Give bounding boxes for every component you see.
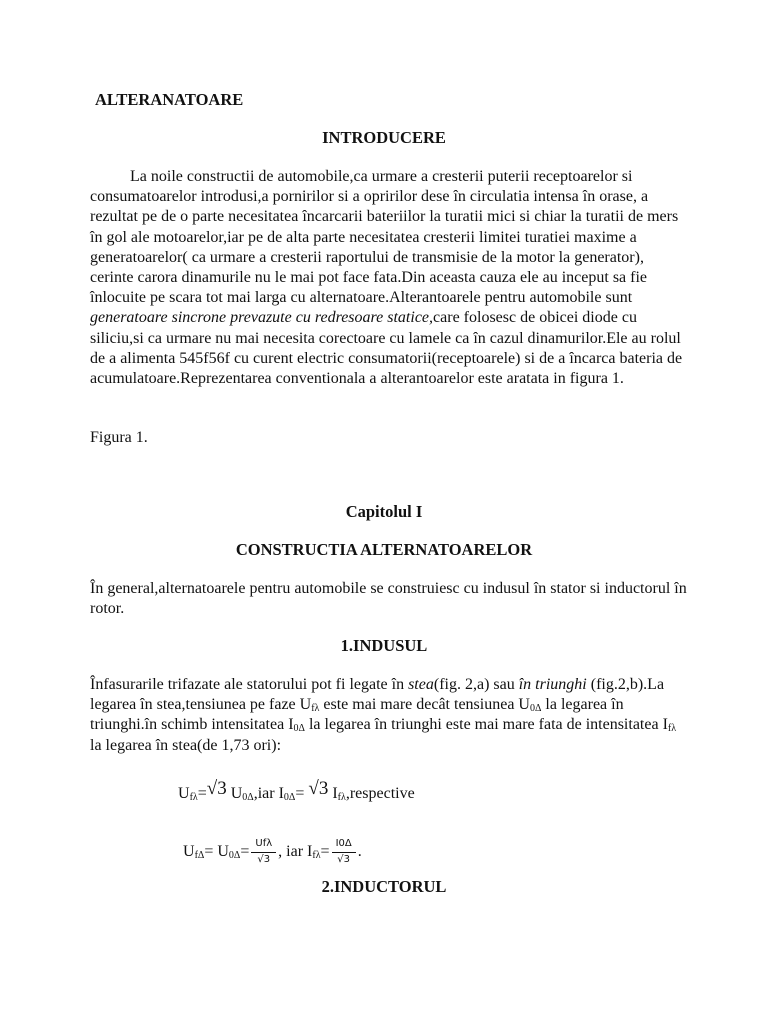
subscript-f-star: fλ xyxy=(311,703,320,715)
indusul-text: (fig.2,b).La legarea în stea,tensiunea pe faze U xyxy=(90,676,665,714)
fraction-i xyxy=(332,838,356,865)
symbol-i: I xyxy=(332,785,338,802)
equals-sign: = xyxy=(295,785,305,802)
general-paragraph: În general,alternatoarele pentru automobile se construiesc cu indusul în stator si inductorul în rotor. xyxy=(90,580,687,618)
chapter-label: Capitolul I xyxy=(345,502,423,521)
indusul-text: la legarea în triunghi este mai mare fata de intensitatea I xyxy=(304,716,668,734)
indusul-text: la legarea în stea(de 1,73 ori): xyxy=(90,736,282,754)
symbol-u: U xyxy=(183,843,195,860)
indusul-text: (fig. 2,a) sau xyxy=(433,676,519,693)
equals-sign: = xyxy=(240,843,250,860)
fraction-u xyxy=(251,838,276,865)
section-heading-inductorul: 2.INDUCTORUL xyxy=(321,877,447,896)
equals-sign: = xyxy=(320,843,330,860)
formula-2 xyxy=(183,838,362,865)
intro-italic-term: generatoare sincrone prevazute cu redresoare statice, xyxy=(90,309,434,327)
subscript-f-star: fλ xyxy=(312,850,321,861)
sqrt-three: √3 xyxy=(308,778,329,799)
formula-1 xyxy=(178,778,415,804)
formula-text: , iar xyxy=(278,843,308,860)
subscript-0-delta: 0Δ xyxy=(283,792,296,803)
equals-sign: = xyxy=(204,843,214,860)
fraction-numerator: Ufλ xyxy=(251,838,276,853)
fraction-denominator: √3 xyxy=(257,854,271,865)
equals-sign: = xyxy=(197,785,207,802)
sqrt-three: √3 xyxy=(206,778,227,799)
indusul-text: la legarea în triunghi.în schimb intensitatea I xyxy=(90,696,624,734)
formula-text: ,respective xyxy=(345,785,415,802)
italic-stea: stea xyxy=(408,676,434,693)
subscript-f-delta: fΔ xyxy=(194,850,205,861)
fraction-denominator: √3 xyxy=(337,854,351,865)
section-heading-indusul: 1.INDUSUL xyxy=(340,636,428,655)
symbol-u: U xyxy=(217,843,229,860)
indusul-text: este mai mare decât tensiunea U xyxy=(319,696,530,714)
chapter-title: CONSTRUCTIA ALTERNATOARELOR xyxy=(235,540,533,559)
indusul-text: Înfasurarile trifazate ale statorului pot fi legate în xyxy=(90,676,409,693)
formula-text: ,iar xyxy=(253,785,279,802)
subscript-f-star: fλ xyxy=(667,723,677,735)
italic-triunghi: în triunghi xyxy=(518,676,587,693)
subscript-0-delta: 0Δ xyxy=(293,723,305,735)
intro-text-2: care folosesc de obicei diode cu siliciu,si ca urmare nu mai necesita corectoare cu lamele ca în cazul dinamurilor.Ele au rolul de a alimenta 545f56f cu curent electric consumatorii(receptoarele) si de a încarca bateria de acumulatoare.Reprezentarea conventionala a alterantoarelor este aratata in figura 1. xyxy=(90,309,683,388)
intro-text-1: La noile constructii de automobile,ca urmare a cresterii puterii receptoarelor si consumatoarelor introdusi,a pornirilor si a opririlor dese în circulatia intensa în orase, a rezultat pe de o parte necesitatea încarcarii bateriilor la turatii mici si chiar la turatii de mers în gol ale motoarelor,iar pe de alta parte necesitatea cresterii limitei turatiei maxime a generatoarelor( ca urmare a cresterii raportului de transmisie de la motor la generator), cerinte carora dinamurile nu le mai pot face fata.Din aceasta cauza ele au inceput sa fie înlocuite pe scara tot mai larga cu alternatoare.Alterantoarele pentru automobile sunt xyxy=(90,168,679,307)
fraction-numerator: I0Δ xyxy=(332,838,356,853)
symbol-i: I xyxy=(307,843,313,860)
symbol-u: U xyxy=(178,785,190,802)
formula-text: . xyxy=(357,843,362,860)
document-title: ALTERANATOARE xyxy=(95,90,244,109)
indusul-paragraph xyxy=(90,675,690,756)
subscript-f-star: fλ xyxy=(337,792,346,803)
intro-paragraph xyxy=(90,167,690,389)
subscript-0-delta: 0Δ xyxy=(242,792,254,803)
subscript-0-delta: 0Δ xyxy=(228,850,241,861)
figure-caption: Figura 1. xyxy=(90,429,148,446)
symbol-u: U xyxy=(230,785,243,802)
symbol-i: I xyxy=(278,785,284,802)
subscript-f-star: fλ xyxy=(189,792,198,803)
intro-heading: INTRODUCERE xyxy=(322,128,446,147)
subscript-0-delta: 0Δ xyxy=(529,703,542,715)
